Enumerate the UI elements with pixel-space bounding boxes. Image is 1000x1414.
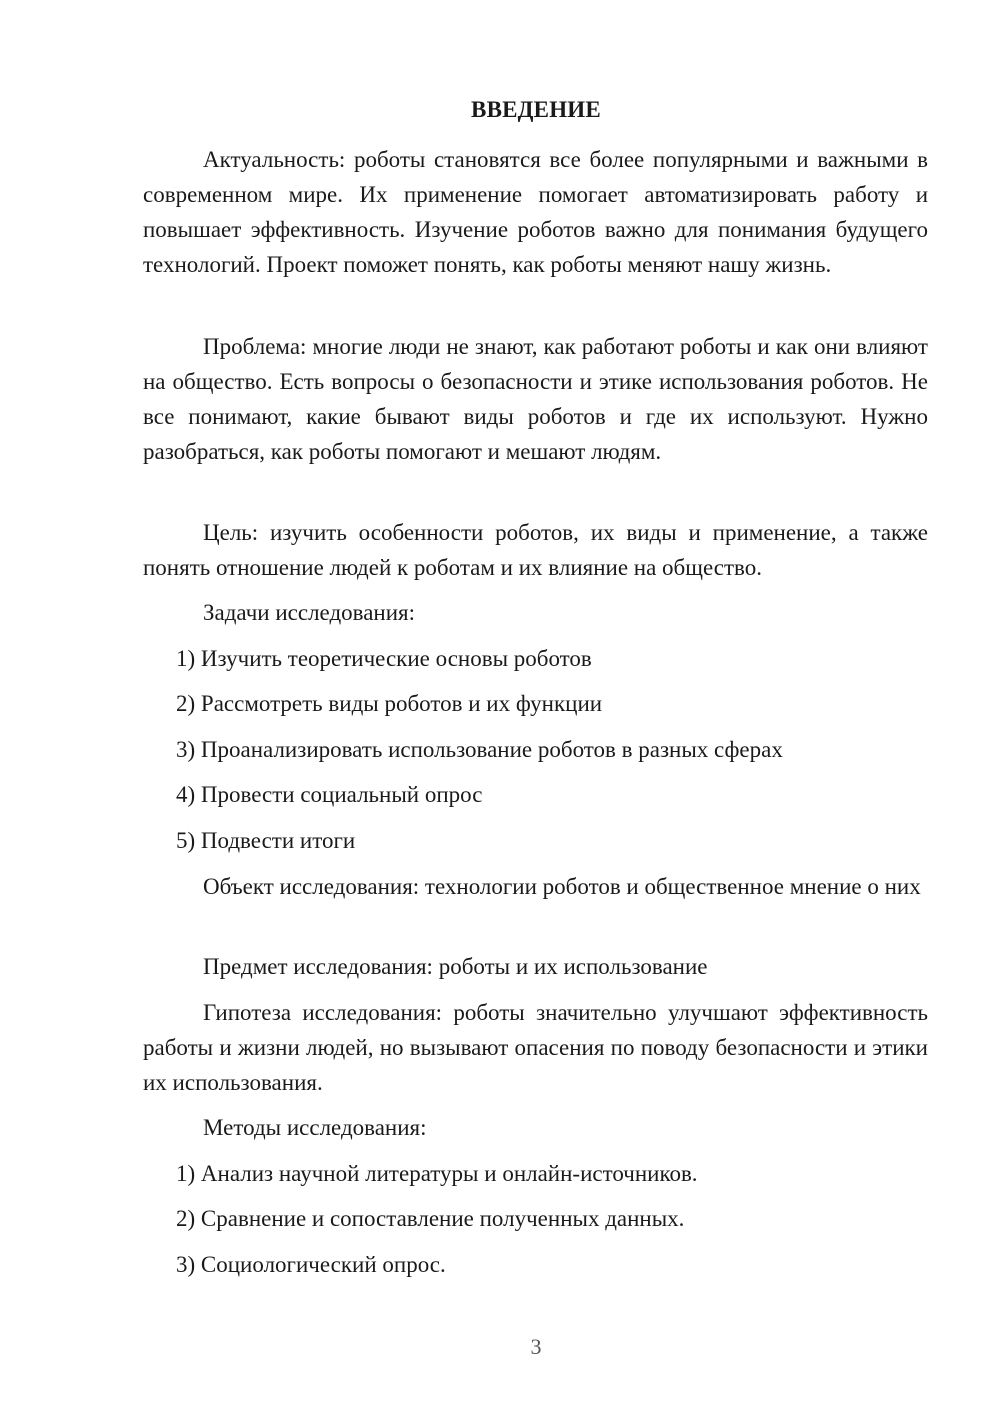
methods-heading: Методы исследования: xyxy=(203,1115,427,1140)
page-number: 3 xyxy=(530,1334,542,1359)
hypothesis-paragraph: Гипотеза исследования: роботы значительно улучшают эффективность работы и жизни людей, но вызывают опасения по поводу безопасности и этики их использования. xyxy=(143,1000,928,1095)
task-item: 3) Проанализировать использование роботов в разных сферах xyxy=(176,737,783,762)
problem-paragraph: Проблема: многие люди не знают, как работают роботы и как они влияют на общество. Есть вопросы о безопасности и этике использования роботов. Не все понимают, какие бывают виды роботов и где их используют. Нужно разобраться, как роботы помогают и мешают людям. xyxy=(143,334,928,464)
task-item: 5) Подвести итоги xyxy=(176,828,356,853)
section-title: ВВЕДЕНИЕ xyxy=(471,97,601,122)
task-item: 1) Изучить теоретические основы роботов xyxy=(176,646,592,671)
goal-paragraph: Цель: изучить особенности роботов, их виды и применение, а также понять отношение людей к роботам и их влияние на общество. xyxy=(143,520,928,580)
method-item: 2) Сравнение и сопоставление полученных данных. xyxy=(176,1206,685,1231)
task-item: 4) Провести социальный опрос xyxy=(176,782,483,807)
task-item: 2) Рассмотреть виды роботов и их функции xyxy=(176,691,603,716)
object-paragraph: Объект исследования: технологии роботов и общественное мнение о них xyxy=(203,874,921,899)
method-item: 1) Анализ научной литературы и онлайн-источников. xyxy=(176,1161,698,1186)
relevance-paragraph: Актуальность: роботы становятся все более популярными и важными в современном мире. Их применение помогает автоматизировать работу и повышает эффективность. Изучение роботов важно для понимания будущего технологий. Проект поможет понять, как роботы меняют нашу жизнь. xyxy=(143,147,928,277)
tasks-heading: Задачи исследования: xyxy=(203,600,416,625)
subject-line: Предмет исследования: роботы и их использование xyxy=(203,954,708,979)
method-item: 3) Социологический опрос. xyxy=(176,1252,446,1277)
